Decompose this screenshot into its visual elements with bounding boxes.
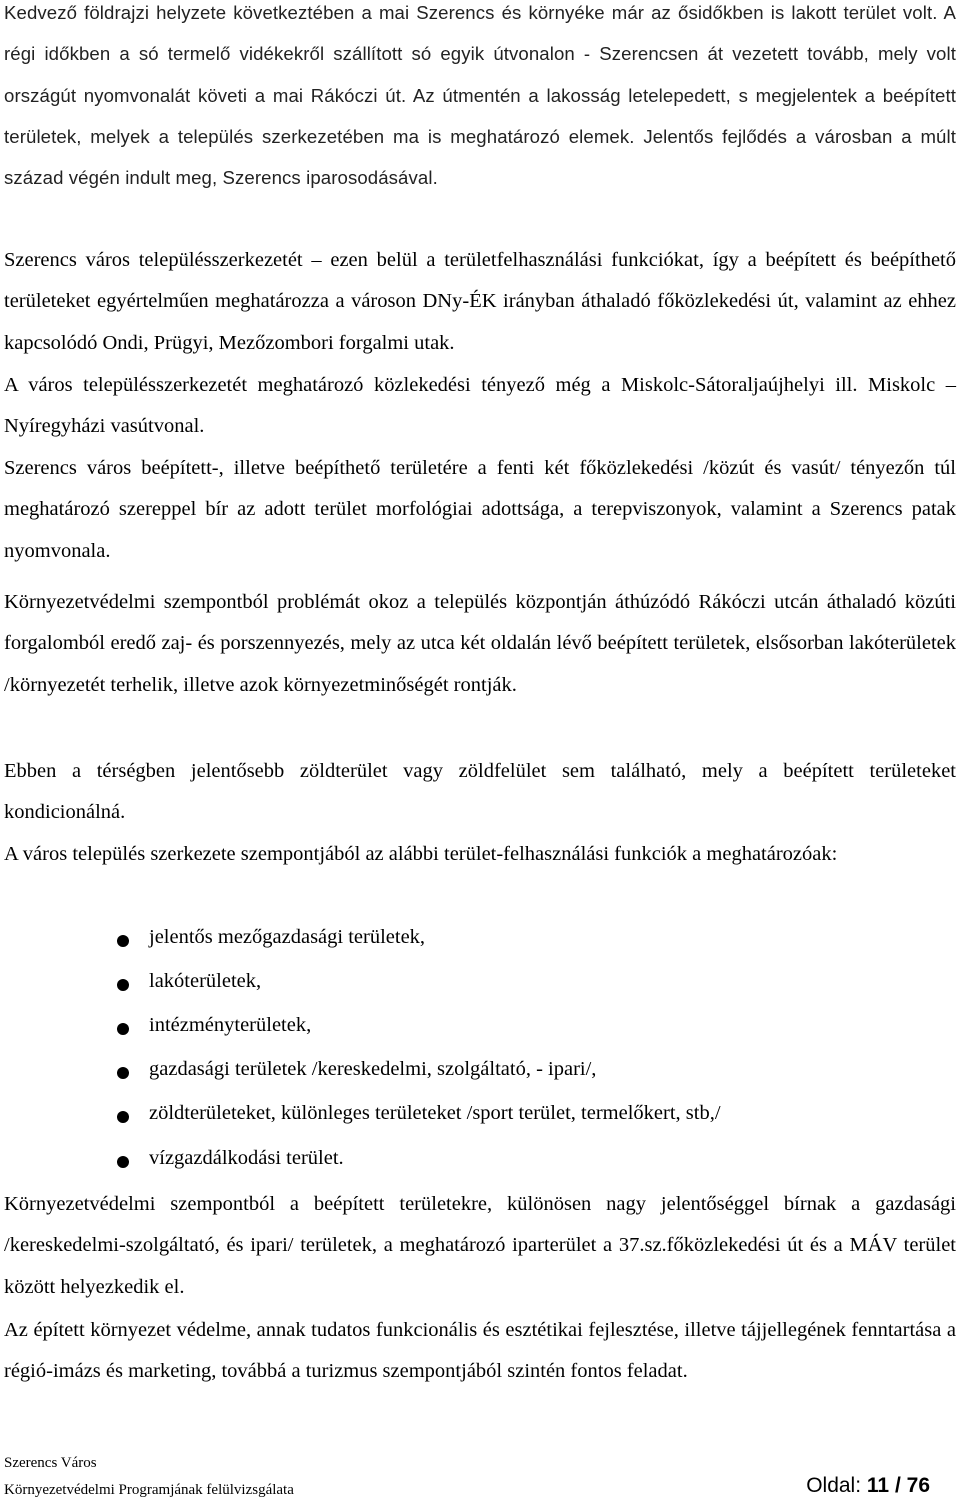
footer-document-title: Környezetvédelmi Programjának felülvizsgálata — [4, 1482, 294, 1498]
list-item-text: lakóterületek, — [149, 970, 262, 992]
paragraph-industrial-areas: Környezetvédelmi szempontból a beépített területekre, különösen nagy jelentőséggel bírnak a gazdasági /kereskedelmi-szolgáltató, és ipari/ területek, a meghatározó iparterület a 37.sz.főközlekedési út és a MÁV terület között helyezkedik el. — [4, 1193, 956, 1298]
paragraph-town-structure: Szerencs város településszerkezetét – ezen belül a területfelhasználási funkciókat, így a beépített és beépíthető területeket egyértelműen meghatározza a városon DNy-ÉK irányban áthaladó főközlekedési út, valamint az ehhez kapcsolódó Ondi, Prügyi, Mezőzombori forgalmi utak. — [4, 249, 956, 354]
list-item-text: gazdasági területek /kereskedelmi, szolgáltató, - ipari/, — [149, 1058, 597, 1080]
bullet-icon — [117, 1156, 129, 1168]
list-item — [0, 961, 960, 1002]
list-item — [0, 1005, 960, 1046]
bullet-icon — [117, 1067, 129, 1079]
bullet-icon — [117, 935, 129, 947]
list-item — [0, 1138, 960, 1179]
bullet-icon — [117, 979, 129, 991]
paragraph-built-areas: Szerencs város beépített-, illetve beépíthető területére a fenti két főközlekedési /közút és vasút/ tényezőn túl meghatározó szereppel bír az adott terület morfológiai adottsága, a terepviszonyok, valamint a Szerencs patak nyomvonala. — [4, 457, 956, 562]
page-current: 11 — [866, 1474, 890, 1497]
list-item-text: jelentős mezőgazdasági területek, — [149, 926, 426, 948]
list-item — [0, 1093, 960, 1134]
bullet-icon — [117, 1023, 129, 1035]
list-item-text: zöldterületeket, különleges területeket /sport terület, termelőkert, stb,/ — [149, 1102, 721, 1124]
paragraph-land-use-intro: A város település szerkezete szempontjából az alábbi terület-felhasználási funkciók a meghatározóak: — [4, 843, 838, 865]
paragraph-pollution: Környezetvédelmi szempontból problémát okoz a település központján áthúzódó Rákóczi utcán áthaladó közúti forgalomból eredő zaj- és porszennyezés, mely az utca két oldalán lévő beépített területek, elsősorban lakóterületek /környezetét terhelik, illetve azok környezetminőségét rontják. — [4, 591, 956, 696]
list-item-text: intézményterületek, — [149, 1014, 312, 1036]
page-label: Oldal: — [806, 1474, 862, 1497]
paragraph-history: Kedvező földrajzi helyzete következtében a mai Szerencs és környéke már az ősidőkben is lakott terület volt. A régi időkben a só termelő vidékekről szállított só egyik útvonalon - Szerencsen át vezetett tovább, mely volt országút nyomvonalát követi a mai Rákóczi út. Az útmentén a lakosság letelepedett, s megjelentek a beépített területek, melyek a település szerkezetében ma is meghatározó elemek. Jelentős fejlődés a városban a múlt század végén indult meg, Szerencs iparosodásával. — [4, 2, 956, 189]
footer-organization: Szerencs Város — [4, 1455, 97, 1471]
paragraph-built-environment: Az épített környezet védelme, annak tudatos funkcionális és esztétikai fejlesztése, illetve tájjellegének fenntartása a régió-imázs és marketing, továbbá a turizmus szempontjából szintén fontos feladat. — [4, 1319, 956, 1383]
page-number — [806, 1473, 930, 1499]
paragraph-green-areas: Ebben a térségben jelentősebb zöldterület vagy zöldfelület sem található, mely a beépített területeket kondicionálná. — [4, 760, 956, 824]
paragraph-railway: A város településszerkezetét meghatározó közlekedési tényező még a Miskolc-Sátoraljaújhelyi ill. Miskolc – Nyíregyházi vasútvonal. — [4, 374, 956, 438]
list-item-text: vízgazdálkodási terület. — [149, 1147, 344, 1169]
list-item — [0, 917, 960, 958]
page-total: 76 — [906, 1474, 930, 1497]
list-item — [0, 1049, 960, 1090]
page-separator: / — [894, 1474, 901, 1497]
bullet-icon — [117, 1111, 129, 1123]
